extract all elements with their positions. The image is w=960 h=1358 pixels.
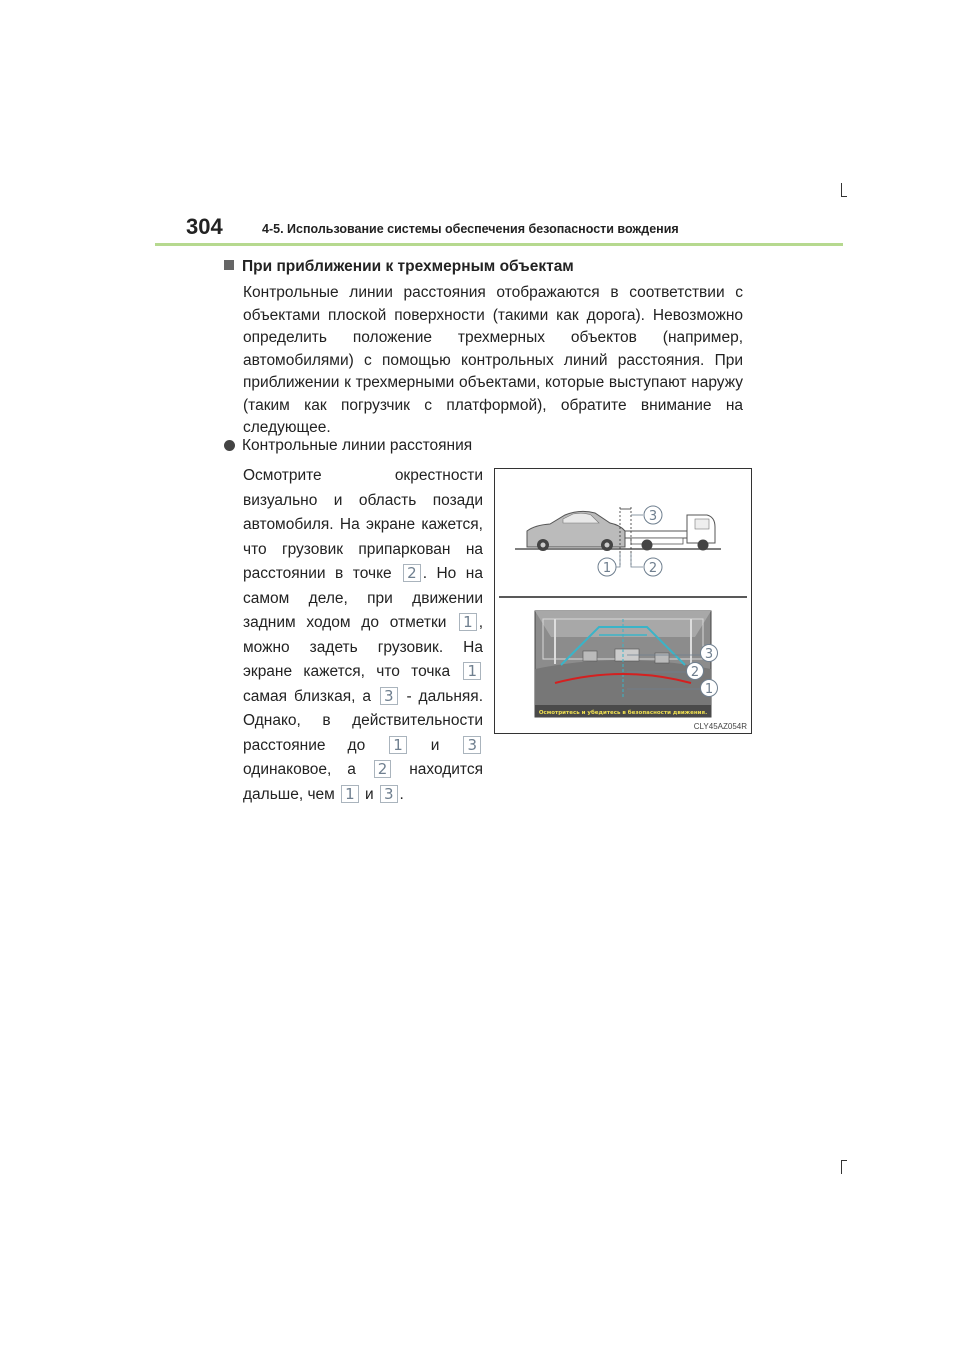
truck-cab-window (695, 519, 709, 529)
text-run: и (364, 785, 374, 803)
header-divider (155, 243, 843, 246)
text-run: . (399, 785, 404, 803)
callout-number: 1 (389, 736, 407, 754)
heading-text: При приближении к трехмерным объектам (242, 258, 574, 275)
text-run: . Но на самом деле, при движении задним ходом до отметки (243, 565, 483, 631)
text-run: одинаковое, а (243, 761, 356, 778)
crop-mark-top (841, 183, 842, 197)
screen-warning-text: Осмотритесь и убедитесь в безопасности движения. (538, 710, 708, 716)
callout-top-3 (644, 506, 662, 524)
callout-number: 1 (459, 613, 477, 631)
svg-text:2: 2 (648, 561, 658, 576)
callout-number: 3 (380, 785, 398, 803)
car-hub-front (541, 543, 546, 548)
callout-number: 2 (374, 760, 392, 778)
truck-chassis (631, 538, 683, 544)
svg-text:3: 3 (704, 647, 714, 662)
svg-text:2: 2 (690, 665, 700, 680)
crop-mark-bottom-foot (841, 1160, 847, 1161)
round-bullet-icon (224, 440, 235, 451)
bullet-item (224, 437, 472, 455)
section-title: 4-5. Использование системы обеспечения безопасности вождения (262, 222, 679, 236)
crop-mark-top-foot (841, 196, 847, 197)
obstacle-right (655, 653, 669, 663)
text-run: Осмотрите окрестности визуально и область позади автомобиля. На экране кажется, что грузовик припаркован на расстоянии в точке (243, 467, 483, 582)
text-run: и (430, 736, 440, 754)
callout-number: 3 (380, 687, 398, 705)
callout-bottom-3 (701, 645, 718, 663)
truck-wheel-front (698, 540, 709, 551)
callout-number: 1 (341, 785, 359, 803)
illustration-figure (494, 468, 752, 734)
subsection-heading (224, 258, 574, 276)
callout-top-1 (598, 558, 616, 576)
callout-bottom-2 (687, 663, 704, 681)
callout-number: 2 (403, 564, 421, 582)
text-run: находится дальше, чем (243, 761, 483, 803)
leader-line-2 (631, 553, 643, 567)
square-bullet-icon (224, 260, 234, 270)
car-hub-rear (605, 543, 610, 548)
text-run: , можно задеть грузовик. На экране кажется, что точка (243, 614, 483, 680)
svg-text:1: 1 (602, 561, 612, 576)
figure-code: CLY45AZ054R (693, 722, 747, 731)
callout-number: 3 (463, 736, 481, 754)
svg-text:1: 1 (704, 682, 714, 697)
truck-platform (625, 531, 687, 538)
text-run: - дальняя. Однако, в действительности расстояние до (243, 687, 483, 754)
explanation-paragraph (243, 464, 483, 807)
callout-bottom-1 (701, 680, 718, 698)
callout-number: 1 (463, 662, 481, 680)
page-number: 304 (186, 214, 223, 239)
crop-mark-bottom (841, 1160, 842, 1174)
truck-wheel-rear (642, 540, 653, 551)
intro-paragraph: Контрольные линии расстояния отображаются в соответствии с объектами плоской поверхности (такими как дорога). Невозможно определить положение трехмерных объектов (например, автомобилями) с помощью контрольных линий расстояния. При приближении к трехмерными объектами, которые выступают наружу (таким как погрузчик с платформой), обратите внимание на следующее. (243, 284, 743, 436)
svg-text:3: 3 (648, 509, 658, 524)
callout-top-2 (644, 558, 662, 576)
text-run: самая близкая, а (243, 687, 371, 705)
illustration-svg (495, 469, 751, 733)
bullet-text: Контрольные линии расстояния (242, 437, 473, 454)
obstacle-left (583, 651, 597, 661)
